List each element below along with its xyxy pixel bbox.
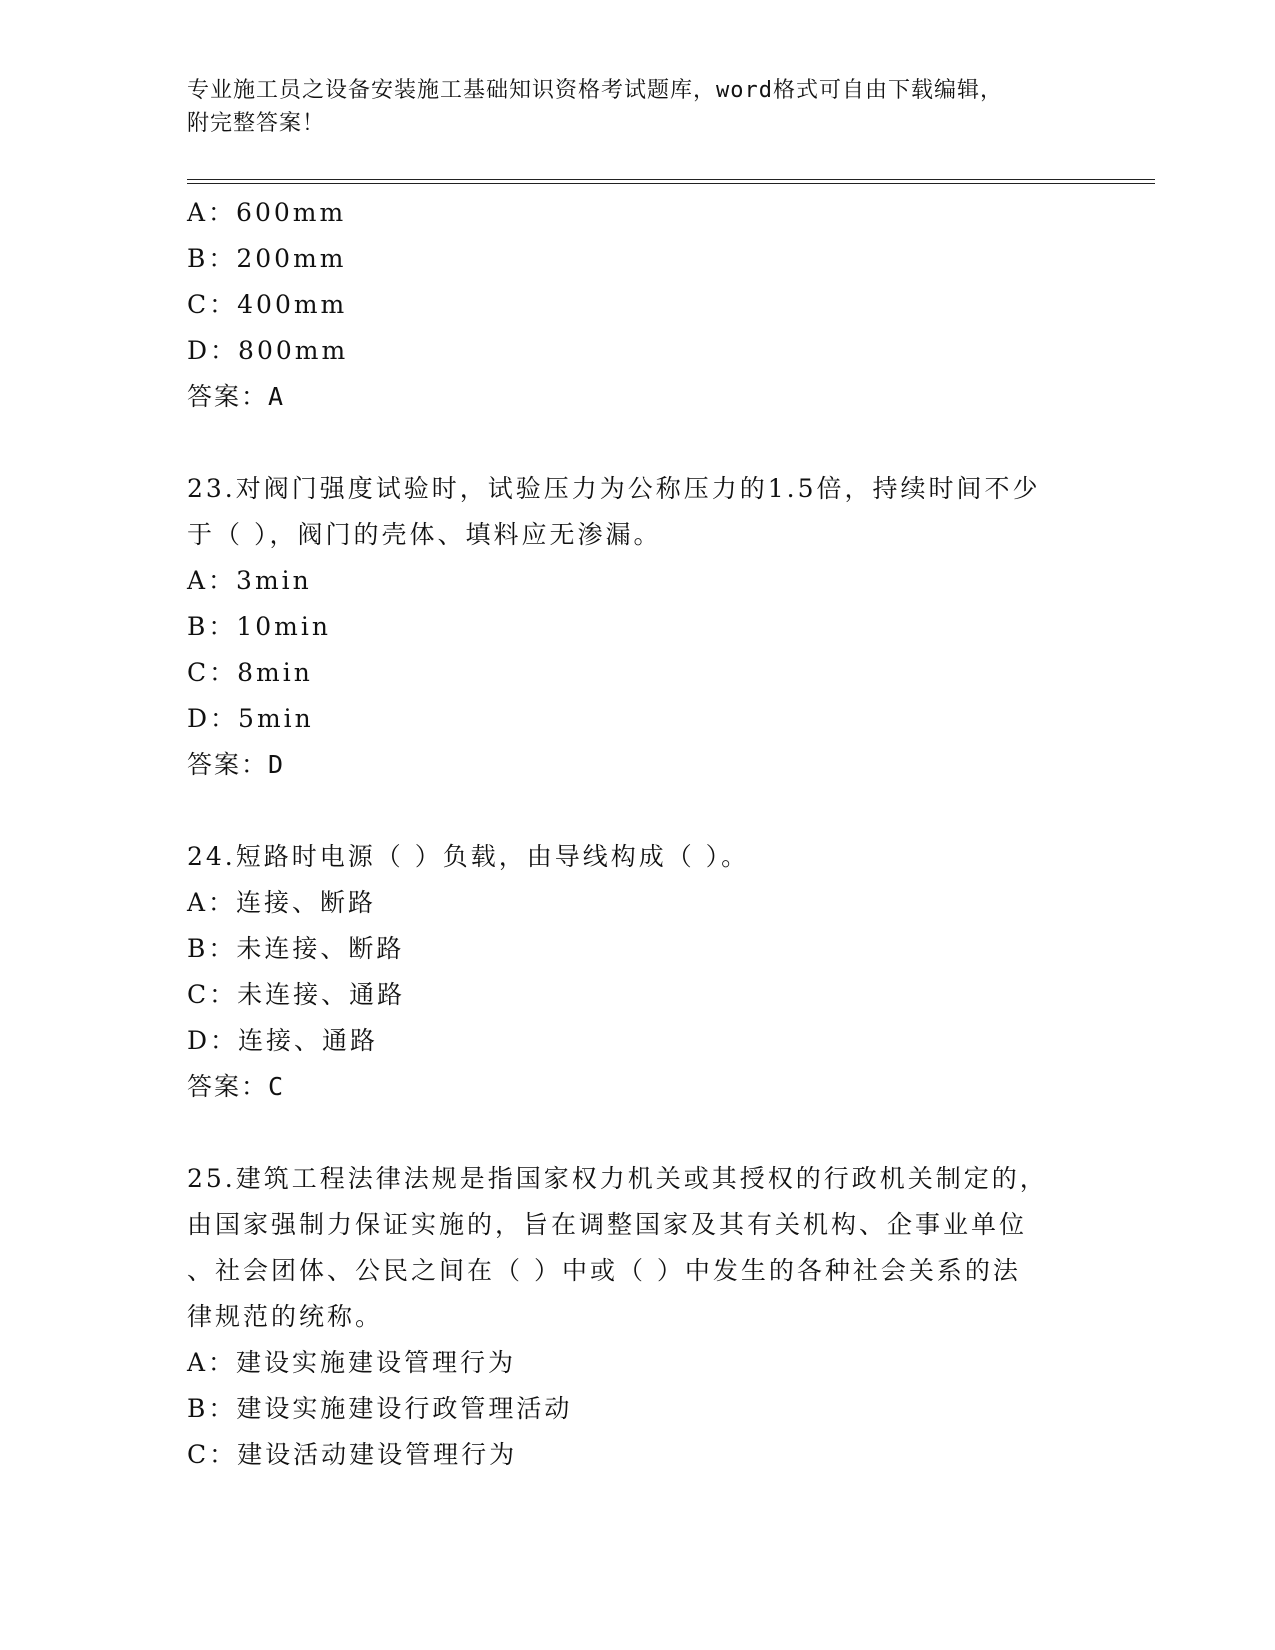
header-title-line-1: 专业施工员之设备安装施工基础知识资格考试题库，word格式可自由下载编辑， — [187, 78, 1003, 103]
answer-line: 答案：A — [187, 382, 286, 411]
option-a: A：600mm — [187, 198, 347, 227]
option-b: B：未连接、断路 — [187, 934, 405, 963]
question-24 — [187, 834, 1087, 1110]
question-stem-line: 23.对阀门强度试验时，试验压力为公称压力的1.5倍，持续时间不少 — [187, 474, 1041, 503]
option-c: C：建设活动建设管理行为 — [187, 1440, 518, 1469]
answer-line: 答案：C — [187, 1072, 286, 1101]
option-c: C：8min — [187, 658, 313, 687]
option-a: A：建设实施建设管理行为 — [187, 1348, 517, 1377]
question-spacer — [187, 788, 1087, 834]
option-d: D：连接、通路 — [187, 1026, 379, 1055]
question-23 — [187, 466, 1087, 788]
question-stem-line: 25.建筑工程法律法规是指国家权力机关或其授权的行政机关制定的， — [187, 1164, 1048, 1193]
option-c: C：未连接、通路 — [187, 980, 406, 1009]
question-22-continued — [187, 190, 1087, 420]
option-b: B：建设实施建设行政管理活动 — [187, 1394, 573, 1423]
option-d: D：800mm — [187, 336, 349, 365]
question-stem-line: 24.短路时电源（ ）负载，由导线构成（ ）。 — [187, 842, 750, 871]
option-b: B：10min — [187, 612, 331, 641]
question-list — [187, 190, 1087, 1478]
question-stem-line: 由国家强制力保证实施的，旨在调整国家及其有关机构、企事业单位 — [187, 1210, 1028, 1239]
option-a: A：3min — [187, 566, 312, 595]
answer-line: 答案：D — [187, 750, 286, 779]
header-divider-bottom — [187, 183, 1155, 184]
option-b: B：200mm — [187, 244, 347, 273]
header-divider-top — [187, 179, 1155, 180]
question-stem-line: 于（ ），阀门的壳体、填料应无渗漏。 — [187, 520, 662, 549]
option-a: A：连接、断路 — [187, 888, 377, 917]
question-spacer — [187, 420, 1087, 466]
question-spacer — [187, 1110, 1087, 1156]
option-c: C：400mm — [187, 290, 348, 319]
question-25 — [187, 1156, 1087, 1478]
option-d: D：5min — [187, 704, 314, 733]
document-header — [187, 74, 1087, 140]
question-stem-line: 律规范的统称。 — [187, 1302, 384, 1331]
header-title-line-2: 附完整答案！ — [187, 111, 326, 136]
question-stem-line: 、社会团体、公民之间在（ ）中或（ ）中发生的各种社会关系的法 — [187, 1256, 1021, 1285]
